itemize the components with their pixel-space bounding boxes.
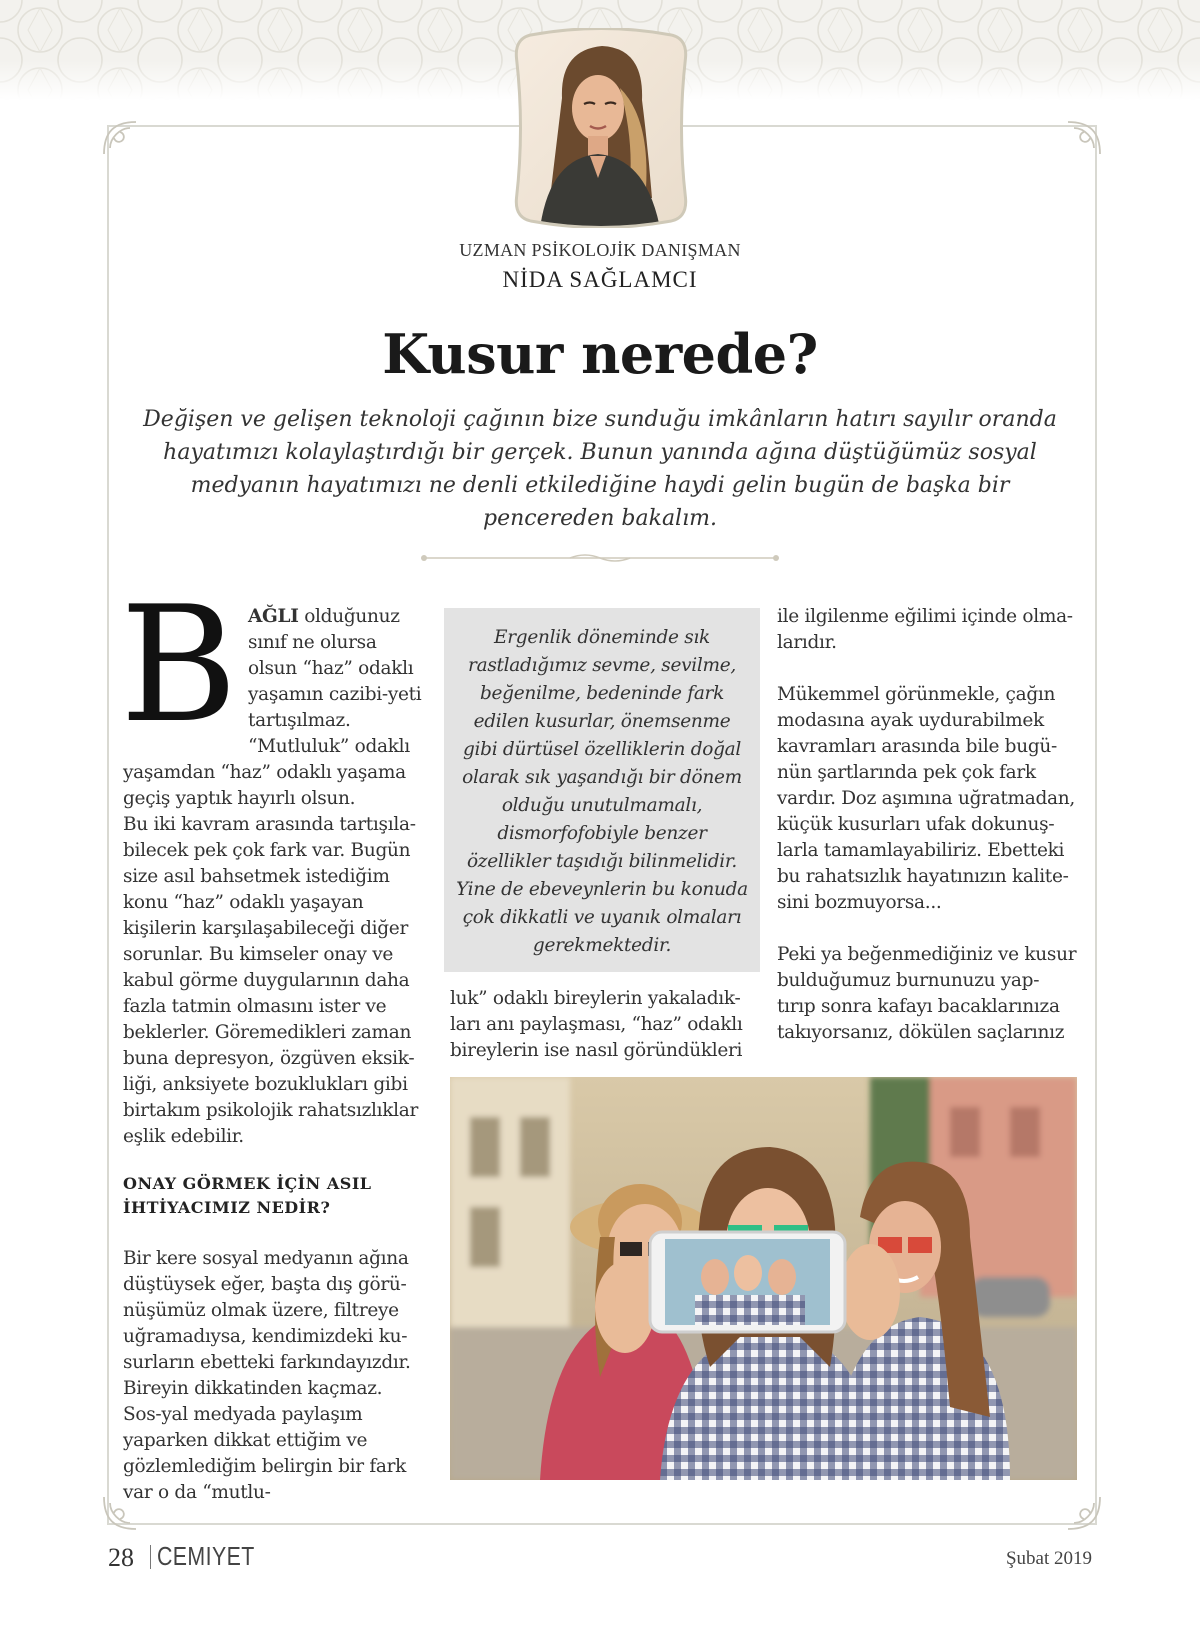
footer-separator [150, 1545, 151, 1569]
corner-ornament-icon [100, 118, 140, 158]
author-name: NİDA SAĞLAMCI [502, 267, 698, 292]
selfie-photo [450, 1077, 1077, 1480]
article-intro [248, 604, 428, 760]
column-3 [777, 604, 1077, 1046]
issue-date: Şubat 2019 [1005, 1548, 1092, 1569]
article-title: Kusur nerede? [382, 322, 818, 386]
intro-caps: AĞLI [248, 606, 299, 627]
author-role: UZMAN PSİKOLOJİK DANIŞMAN [459, 240, 741, 260]
column-2 [450, 986, 760, 1064]
page-number: 28 [108, 1543, 134, 1572]
paragraph: Peki ya beğenmediğiniz ve kusur bulduğumuz burnunuzu yap-tırıp sonra kafayı bacaklarınıza takıyorsanız, dökülen saçlarınız [777, 944, 1077, 1043]
paragraph: Bu iki kavram arasında tartışıla-bilecek pek çok fark var. Bugün size asıl bahsetmek istediğim konu “haz” odaklı yaşayan kişilerin karşılaşabileceği diğer sorunlar. Bu kimseler onay ve kabul görme duygularının daha fazla tatmin olmasını ister ve beklerler. Göremedikleri zaman buna depresyon, özgüven eksik-liği, anksiyete bozuklukları gibi birtakım psikolojik rahatsızlıklar eşlik edebilir. [123, 814, 419, 1147]
paragraph: ile ilgilenme eğilimi içinde olma-larıdır. [777, 606, 1073, 653]
paragraph: yaşamdan “haz” odaklı yaşama geçiş yaptık hayırlı olsun. [123, 762, 406, 809]
article-lead: Değişen ve gelişen teknoloji çağının bize sunduğu imkânların hatırı sayılır oranda hayatımızı kolaylaştırdığı bir gerçek. Bunun yanında ağına düştüğümüz sosyal medyanın hayatımızı ne denli etkilediğine haydi gelin bugün de başka bir pencereden bakalım. [143, 407, 1057, 531]
drop-cap: B [120, 571, 238, 758]
corner-ornament-icon [1064, 118, 1104, 158]
column-1 [123, 760, 423, 1506]
ornamental-divider [420, 551, 780, 565]
paragraph: luk” odaklı bireylerin yakaladık-ları anı paylaşması, “haz” odaklı bireylerin ise nasıl göründükleri [450, 988, 743, 1061]
section-heading: ONAY GÖRMEK İÇİN ASIL İHTİYACIMIZ NEDİR? [123, 1174, 372, 1217]
paragraph: Bir kere sosyal medyanın ağına düştüysek eğer, başta dış görü-nüşümüz olmak üzere, filtreye uğramadıysa, kendimizdeki ku-surların ebetteki farkındayızdır. Bireyin dikkatinden kaçmaz. Sos-yal medyada paylaşım yaparken dikkat ettiğim ve gözlemlediğim belirgin bir fark var o da “mutlu- [123, 1248, 411, 1503]
intro-text: olduğunuz sınıf ne olursa olsun “haz” odaklı yaşamın cazibi-yeti tartışılmaz. “Mutluluk” odaklı [248, 606, 422, 757]
pull-quote: Ergenlik döneminde sık rastladığımız sevme, sevilme, beğenilme, bedeninde fark edilen kusurlar, önemsenme gibi dürtüsel özelliklerin doğal olarak sık yaşandığı bir dönem olduğu unutulmamalı, dismorfofobiyle benzer özellikler taşıdığı bilinmelidir. Yine de ebeveynlerin bu konuda çok dikkatli ve uyanık olmaları gerekmektedir. [456, 627, 748, 956]
paragraph: Mükemmel görünmekle, çağın modasına ayak uydurabilmek kavramları arasında bile bugü-nün şartlarında pek çok fark vardır. Doz aşımına uğratmadan, küçük kusurları ufak dokunuş-larla tamamlayabiliriz. Ebetteki bu rahatsızlık hayatınızın kalite-sini bozmuyorsa... [777, 684, 1075, 913]
corner-ornament-icon [1064, 1493, 1104, 1533]
magazine-name: CEMIYET [157, 1541, 255, 1571]
author-portrait [510, 28, 692, 228]
